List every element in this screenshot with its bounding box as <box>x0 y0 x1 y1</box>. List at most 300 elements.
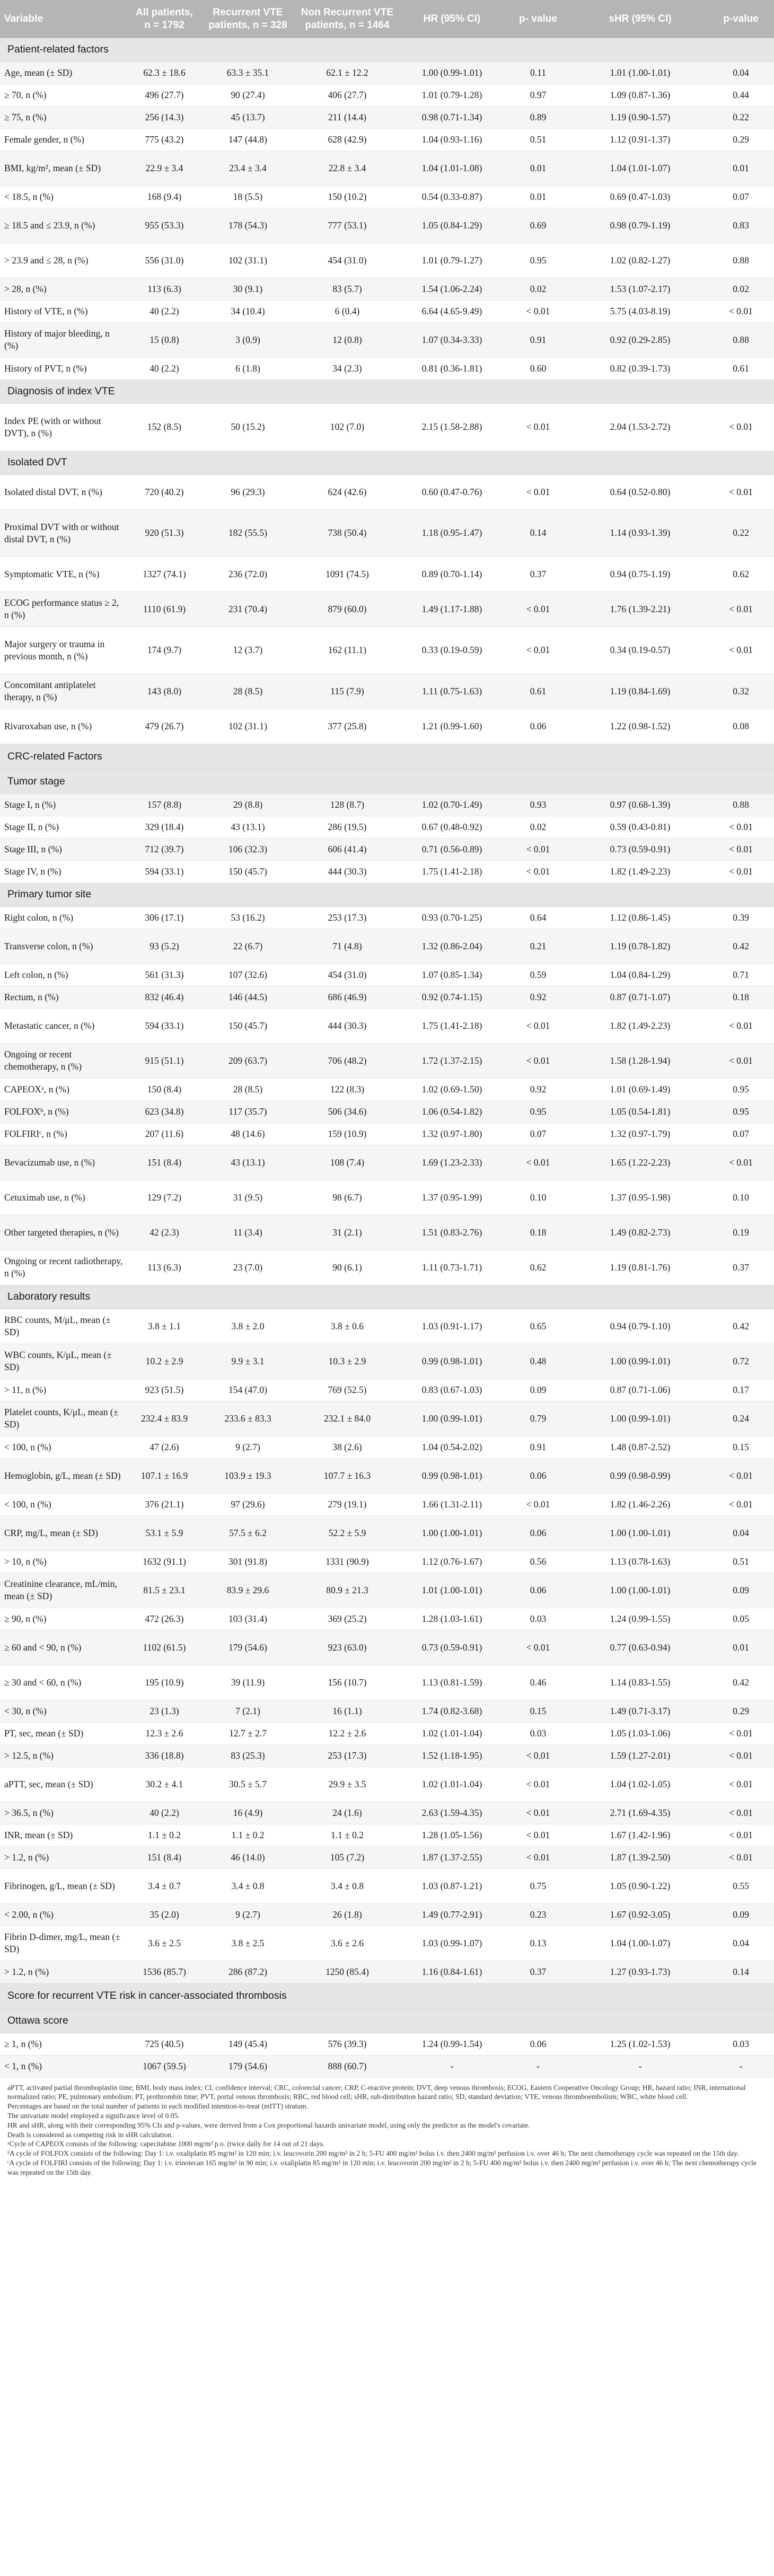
cell-recurrent-vte: 1.1 ± 0.2 <box>201 1824 294 1846</box>
cell-non-recurrent-vte: 879 (60.0) <box>294 592 400 627</box>
cell-p-value-2: 0.22 <box>708 106 774 128</box>
cell-hr: 1.03 (0.91-1.17) <box>400 1309 504 1344</box>
cell-hr: - <box>400 2055 504 2077</box>
cell-p-value: 0.97 <box>504 84 573 106</box>
table-row <box>0 1078 774 1100</box>
cell-recurrent-vte: 182 (55.5) <box>201 509 294 557</box>
cell-hr: 1.16 (0.84-1.61) <box>400 1961 504 1983</box>
table-row <box>0 278 774 300</box>
cell-shr: 1.48 (0.87-2.52) <box>573 1436 708 1458</box>
cell-p-value: < 0.01 <box>504 474 573 509</box>
cell-p-value: 0.62 <box>504 1250 573 1285</box>
cell-variable: CRP, mg/L, mean (± SD) <box>0 1515 127 1550</box>
cell-all-patients: 15 (0.8) <box>127 322 201 357</box>
header-shr: sHR (95% CI) <box>573 0 708 38</box>
cell-recurrent-vte: 12.7 ± 2.7 <box>201 1722 294 1744</box>
cell-non-recurrent-vte: 10.3 ± 2.9 <box>294 1344 400 1379</box>
cell-variable: Fibrin D-dimer, mg/L, mean (± SD) <box>0 1926 127 1961</box>
header-row <box>0 0 774 38</box>
cell-p-value: < 0.01 <box>504 860 573 883</box>
cell-p-value: 0.10 <box>504 1180 573 1215</box>
table-row <box>0 1802 774 1824</box>
cell-hr: 1.87 (1.37-2.55) <box>400 1846 504 1868</box>
cell-all-patients: 594 (33.1) <box>127 1008 201 1043</box>
cell-all-patients: 12.3 ± 2.6 <box>127 1722 201 1744</box>
cell-variable: Symptomatic VTE, n (%) <box>0 557 127 592</box>
cell-shr: 0.77 (0.63-0.94) <box>573 1630 708 1665</box>
cell-all-patients: 40 (2.2) <box>127 300 201 322</box>
cell-non-recurrent-vte: 279 (19.1) <box>294 1493 400 1515</box>
cell-recurrent-vte: 3 (0.9) <box>201 322 294 357</box>
cell-all-patients: 62.3 ± 18.6 <box>127 61 201 84</box>
cell-all-patients: 479 (26.7) <box>127 709 201 744</box>
cell-shr: - <box>573 2055 708 2077</box>
cell-non-recurrent-vte: 706 (48.2) <box>294 1043 400 1078</box>
footnote: Percentages are based on the total number of patients in each modified intention-to-treat (mITT) stratum. <box>7 2102 309 2111</box>
cell-p-value: 0.01 <box>504 151 573 186</box>
cell-all-patients: 623 (34.8) <box>127 1100 201 1123</box>
cell-p-value: < 0.01 <box>504 1846 573 1868</box>
cell-hr: 1.32 (0.97-1.80) <box>400 1123 504 1145</box>
table-row <box>0 1961 774 1983</box>
cell-variable: Ongoing or recent radiotherapy, n (%) <box>0 1250 127 1285</box>
cell-p-value-2: < 0.01 <box>708 1493 774 1515</box>
cell-recurrent-vte: 30.5 ± 5.7 <box>201 1767 294 1802</box>
cell-shr: 0.94 (0.75-1.19) <box>573 557 708 592</box>
cell-all-patients: 1.1 ± 0.2 <box>127 1824 201 1846</box>
cell-p-value: 0.64 <box>504 906 573 929</box>
cell-non-recurrent-vte: 253 (17.3) <box>294 1744 400 1767</box>
cell-non-recurrent-vte: 444 (30.3) <box>294 860 400 883</box>
cell-recurrent-vte: 231 (70.4) <box>201 592 294 627</box>
cell-variable: ≥ 18.5 and ≤ 23.9, n (%) <box>0 208 127 243</box>
cell-non-recurrent-vte: 211 (14.4) <box>294 106 400 128</box>
cell-all-patients: 152 (8.5) <box>127 403 201 451</box>
cell-all-patients: 955 (53.3) <box>127 208 201 243</box>
cell-recurrent-vte: 3.4 ± 0.8 <box>201 1868 294 1903</box>
cell-variable: FOLFOXᵇ, n (%) <box>0 1100 127 1123</box>
cell-non-recurrent-vte: 12.2 ± 2.6 <box>294 1722 400 1744</box>
cell-recurrent-vte: 146 (44.5) <box>201 986 294 1008</box>
cell-recurrent-vte: 23 (7.0) <box>201 1250 294 1285</box>
cell-p-value: 0.06 <box>504 1458 573 1493</box>
cell-p-value-2: < 0.01 <box>708 300 774 322</box>
cell-p-value: 0.06 <box>504 2033 573 2055</box>
cell-p-value: 0.13 <box>504 1926 573 1961</box>
cell-shr: 1.82 (1.49-2.23) <box>573 1008 708 1043</box>
section-header-row <box>0 1285 774 1309</box>
table-row <box>0 1608 774 1630</box>
cell-hr: 1.02 (0.69-1.50) <box>400 1078 504 1100</box>
footnote: ᵇA cycle of FOLFOX consists of the following: Day 1: i.v. oxaliplatin 85 mg/m² in 120 min; i.v. leucovorin 200 mg/m² in 2 h; 5-FU 400 mg/m² bolus i.v. then 2400 mg/m² perfusion i.v. over 46 h; The next chemotherapy cycle was repeated on the 15th day. <box>7 2149 739 2158</box>
cell-shr: 1.05 (0.54-1.81) <box>573 1100 708 1123</box>
table-row <box>0 1043 774 1078</box>
cell-p-value: 0.95 <box>504 243 573 278</box>
cell-variable: Fibrinogen, g/L, mean (± SD) <box>0 1868 127 1903</box>
cell-variable: aPTT, sec, mean (± SD) <box>0 1767 127 1802</box>
table-row <box>0 1344 774 1379</box>
cell-shr: 1.19 (0.90-1.57) <box>573 106 708 128</box>
cell-p-value: < 0.01 <box>504 838 573 860</box>
cell-shr: 1.58 (1.28-1.94) <box>573 1043 708 1078</box>
cell-variable: History of major bleeding, n (%) <box>0 322 127 357</box>
cell-hr: 0.83 (0.67-1.03) <box>400 1379 504 1401</box>
cell-variable: ≥ 90, n (%) <box>0 1608 127 1630</box>
footnote: The univariate model employed a significance level of 0.05. <box>7 2111 180 2120</box>
cell-non-recurrent-vte: 105 (7.2) <box>294 1846 400 1868</box>
cell-variable: < 100, n (%) <box>0 1493 127 1515</box>
cell-p-value-2: 0.01 <box>708 1630 774 1665</box>
cell-hr: 1.03 (0.99-1.07) <box>400 1926 504 1961</box>
cell-p-value-2: 0.07 <box>708 1123 774 1145</box>
cell-shr: 1.27 (0.93-1.73) <box>573 1961 708 1983</box>
cell-recurrent-vte: 102 (31.1) <box>201 243 294 278</box>
cell-recurrent-vte: 236 (72.0) <box>201 557 294 592</box>
cell-shr: 0.94 (0.79-1.10) <box>573 1309 708 1344</box>
cell-non-recurrent-vte: 122 (8.3) <box>294 1078 400 1100</box>
table-row <box>0 1180 774 1215</box>
table-row <box>0 1458 774 1493</box>
cell-shr: 1.13 (0.78-1.63) <box>573 1550 708 1573</box>
cell-hr: 1.75 (1.41-2.18) <box>400 1008 504 1043</box>
cell-shr: 0.98 (0.79-1.19) <box>573 208 708 243</box>
cell-shr: 1.00 (0.99-1.01) <box>573 1401 708 1436</box>
table-row <box>0 151 774 186</box>
cell-recurrent-vte: 178 (54.3) <box>201 208 294 243</box>
cell-p-value-2: 0.83 <box>708 208 774 243</box>
header-p-value: p- value <box>504 0 573 38</box>
cell-all-patients: 207 (11.6) <box>127 1123 201 1145</box>
cell-hr: 1.00 (1.00-1.01) <box>400 1515 504 1550</box>
cell-shr: 1.37 (0.95-1.98) <box>573 1180 708 1215</box>
cell-shr: 1.49 (0.71-3.17) <box>573 1700 708 1722</box>
cell-p-value-2: 0.72 <box>708 1344 774 1379</box>
cell-all-patients: 329 (18.4) <box>127 816 201 838</box>
cell-all-patients: 923 (51.5) <box>127 1379 201 1401</box>
cell-variable: > 28, n (%) <box>0 278 127 300</box>
cell-all-patients: 168 (9.4) <box>127 186 201 208</box>
cell-non-recurrent-vte: 286 (19.5) <box>294 816 400 838</box>
cell-p-value: 0.11 <box>504 61 573 84</box>
cell-p-value: 0.59 <box>504 964 573 986</box>
footnote: Death is considered as competing risk in sHR calculation. <box>7 2130 173 2139</box>
cell-all-patients: 150 (8.4) <box>127 1078 201 1100</box>
cell-variable: ECOG performance status ≥ 2, n (%) <box>0 592 127 627</box>
cell-variable: Isolated distal DVT, n (%) <box>0 474 127 509</box>
table-row <box>0 1767 774 1802</box>
cell-all-patients: 40 (2.2) <box>127 357 201 380</box>
cell-p-value-2: 0.05 <box>708 1608 774 1630</box>
cell-p-value-2: < 0.01 <box>708 838 774 860</box>
cell-variable: History of VTE, n (%) <box>0 300 127 322</box>
cell-shr: 0.64 (0.52-0.80) <box>573 474 708 509</box>
cell-shr: 1.05 (1.03-1.06) <box>573 1722 708 1744</box>
table-row <box>0 838 774 860</box>
cell-non-recurrent-vte: 16 (1.1) <box>294 1700 400 1722</box>
cell-variable: CAPEOXᵃ, n (%) <box>0 1078 127 1100</box>
cell-variable: ≥ 30 and < 60, n (%) <box>0 1665 127 1700</box>
cell-p-value: 0.91 <box>504 1436 573 1458</box>
cell-hr: 1.01 (1.00-1.01) <box>400 1573 504 1608</box>
table-row <box>0 403 774 451</box>
cell-non-recurrent-vte: 26 (1.8) <box>294 1903 400 1926</box>
cell-recurrent-vte: 150 (45.7) <box>201 1008 294 1043</box>
cell-p-value-2: 0.88 <box>708 322 774 357</box>
table-row <box>0 1926 774 1961</box>
table-body <box>0 38 774 2078</box>
cell-non-recurrent-vte: 108 (7.4) <box>294 1145 400 1180</box>
cell-recurrent-vte: 83 (25.3) <box>201 1744 294 1767</box>
cell-p-value-2: 0.07 <box>708 186 774 208</box>
cell-non-recurrent-vte: 24 (1.6) <box>294 1802 400 1824</box>
cell-non-recurrent-vte: 923 (63.0) <box>294 1630 400 1665</box>
cell-non-recurrent-vte: 29.9 ± 3.5 <box>294 1767 400 1802</box>
cell-hr: 1.02 (0.70-1.49) <box>400 793 504 816</box>
cell-non-recurrent-vte: 156 (10.7) <box>294 1665 400 1700</box>
cell-p-value: < 0.01 <box>504 1802 573 1824</box>
table-row <box>0 1630 774 1665</box>
cell-p-value: 0.69 <box>504 208 573 243</box>
cell-shr: 0.97 (0.68-1.39) <box>573 793 708 816</box>
cell-p-value-2: < 0.01 <box>708 1722 774 1744</box>
cell-shr: 1.82 (1.49-2.23) <box>573 860 708 883</box>
cell-p-value-2: < 0.01 <box>708 1767 774 1802</box>
cell-p-value-2: 0.55 <box>708 1868 774 1903</box>
cell-recurrent-vte: 103.9 ± 19.3 <box>201 1458 294 1493</box>
cell-p-value: 0.23 <box>504 1903 573 1926</box>
footnotes <box>0 2078 774 2184</box>
cell-recurrent-vte: 63.3 ± 35.1 <box>201 61 294 84</box>
table-row <box>0 1309 774 1344</box>
cell-shr: 1.19 (0.84-1.69) <box>573 674 708 709</box>
table-header <box>0 0 774 38</box>
table-row <box>0 557 774 592</box>
cell-p-value-2: 0.88 <box>708 243 774 278</box>
cell-non-recurrent-vte: 71 (4.8) <box>294 929 400 964</box>
table-row <box>0 1700 774 1722</box>
cell-all-patients: 113 (6.3) <box>127 278 201 300</box>
cell-variable: < 2.00, n (%) <box>0 1903 127 1926</box>
table-row <box>0 2055 774 2077</box>
table-row <box>0 1145 774 1180</box>
cell-variable: < 30, n (%) <box>0 1700 127 1722</box>
table-row <box>0 1493 774 1515</box>
cell-hr: 1.49 (1.17-1.88) <box>400 592 504 627</box>
cell-non-recurrent-vte: 102 (7.0) <box>294 403 400 451</box>
cell-variable: > 36.5, n (%) <box>0 1802 127 1824</box>
cell-p-value: 0.56 <box>504 1550 573 1573</box>
cell-recurrent-vte: 179 (54.6) <box>201 2055 294 2077</box>
cell-hr: 1.72 (1.37-2.15) <box>400 1043 504 1078</box>
cell-variable: Platelet counts, K/μL, mean (± SD) <box>0 1401 127 1436</box>
cell-recurrent-vte: 102 (31.1) <box>201 709 294 744</box>
cell-hr: 1.18 (0.95-1.47) <box>400 509 504 557</box>
cell-hr: 1.52 (1.18-1.95) <box>400 1744 504 1767</box>
table-row <box>0 1744 774 1767</box>
cell-hr: 0.89 (0.70-1.14) <box>400 557 504 592</box>
table-row <box>0 1824 774 1846</box>
cell-shr: 1.22 (0.98-1.52) <box>573 709 708 744</box>
section-header-row <box>0 883 774 906</box>
cell-hr: 1.02 (1.01-1.04) <box>400 1722 504 1744</box>
cell-hr: 1.11 (0.73-1.71) <box>400 1250 504 1285</box>
cell-all-patients: 3.8 ± 1.1 <box>127 1309 201 1344</box>
cell-variable: Ongoing or recent chemotherapy, n (%) <box>0 1043 127 1078</box>
cell-shr: 0.87 (0.71-1.07) <box>573 986 708 1008</box>
cell-hr: 0.60 (0.47-0.76) <box>400 474 504 509</box>
cell-variable: Female gender, n (%) <box>0 128 127 151</box>
table-row <box>0 793 774 816</box>
cell-shr: 0.82 (0.39-1.73) <box>573 357 708 380</box>
cell-variable: > 10, n (%) <box>0 1550 127 1573</box>
cell-hr: 1.66 (1.31-2.11) <box>400 1493 504 1515</box>
cell-variable: Left colon, n (%) <box>0 964 127 986</box>
cell-all-patients: 725 (40.5) <box>127 2033 201 2055</box>
cell-recurrent-vte: 23.4 ± 3.4 <box>201 151 294 186</box>
cell-hr: 1.54 (1.06-2.24) <box>400 278 504 300</box>
cell-non-recurrent-vte: 369 (25.2) <box>294 1608 400 1630</box>
table-row <box>0 474 774 509</box>
cell-hr: 1.28 (1.05-1.56) <box>400 1824 504 1846</box>
cell-non-recurrent-vte: 83 (5.7) <box>294 278 400 300</box>
header-variable: Variable <box>0 0 127 38</box>
cell-shr: 1.82 (1.46-2.26) <box>573 1493 708 1515</box>
cell-shr: 1.87 (1.39-2.50) <box>573 1846 708 1868</box>
cell-all-patients: 472 (26.3) <box>127 1608 201 1630</box>
cell-variable: ≥ 70, n (%) <box>0 84 127 106</box>
cell-non-recurrent-vte: 888 (60.7) <box>294 2055 400 2077</box>
cell-recurrent-vte: 16 (4.9) <box>201 1802 294 1824</box>
cell-hr: 1.24 (0.99-1.54) <box>400 2033 504 2055</box>
cell-p-value-2: 0.09 <box>708 1903 774 1926</box>
cell-recurrent-vte: 28 (8.5) <box>201 1078 294 1100</box>
cell-hr: 1.13 (0.81-1.59) <box>400 1665 504 1700</box>
section-header-row <box>0 380 774 403</box>
cell-all-patients: 556 (31.0) <box>127 243 201 278</box>
cell-all-patients: 920 (51.3) <box>127 509 201 557</box>
cell-p-value-2: 0.61 <box>708 357 774 380</box>
cell-p-value: 0.48 <box>504 1344 573 1379</box>
cell-all-patients: 107.1 ± 16.9 <box>127 1458 201 1493</box>
cell-p-value: < 0.01 <box>504 627 573 674</box>
table-row <box>0 1250 774 1285</box>
cell-hr: 1.06 (0.54-1.82) <box>400 1100 504 1123</box>
cell-recurrent-vte: 50 (15.2) <box>201 403 294 451</box>
cell-hr: 1.75 (1.41-2.18) <box>400 860 504 883</box>
section-title: Ottawa score <box>0 2009 774 2033</box>
cell-p-value: 0.60 <box>504 357 573 380</box>
cell-shr: 0.99 (0.98-0.99) <box>573 1458 708 1493</box>
cell-all-patients: 775 (43.2) <box>127 128 201 151</box>
cell-all-patients: 22.9 ± 3.4 <box>127 151 201 186</box>
cell-non-recurrent-vte: 22.8 ± 3.4 <box>294 151 400 186</box>
cell-p-value-2: 0.51 <box>708 1550 774 1573</box>
cell-p-value-2: 0.42 <box>708 929 774 964</box>
cell-recurrent-vte: 6 (1.8) <box>201 357 294 380</box>
cell-non-recurrent-vte: 34 (2.3) <box>294 357 400 380</box>
cell-non-recurrent-vte: 128 (8.7) <box>294 793 400 816</box>
cell-shr: 1.04 (1.01-1.07) <box>573 151 708 186</box>
cell-hr: 1.74 (0.82-3.68) <box>400 1700 504 1722</box>
cell-all-patients: 3.4 ± 0.7 <box>127 1868 201 1903</box>
cell-non-recurrent-vte: 1250 (85.4) <box>294 1961 400 1983</box>
cell-hr: 0.92 (0.74-1.15) <box>400 986 504 1008</box>
cell-recurrent-vte: 18 (5.5) <box>201 186 294 208</box>
cell-shr: 1.67 (0.92-3.05) <box>573 1903 708 1926</box>
cell-hr: 1.01 (0.79-1.27) <box>400 243 504 278</box>
cell-all-patients: 93 (5.2) <box>127 929 201 964</box>
cell-p-value-2: 0.29 <box>708 128 774 151</box>
cell-variable: Right colon, n (%) <box>0 906 127 929</box>
cell-non-recurrent-vte: 3.8 ± 0.6 <box>294 1309 400 1344</box>
cell-recurrent-vte: 209 (63.7) <box>201 1043 294 1078</box>
cell-non-recurrent-vte: 1091 (74.5) <box>294 557 400 592</box>
cell-non-recurrent-vte: 115 (7.9) <box>294 674 400 709</box>
cell-shr: 1.04 (1.02-1.05) <box>573 1767 708 1802</box>
cell-non-recurrent-vte: 6 (0.4) <box>294 300 400 322</box>
table-row <box>0 1665 774 1700</box>
cell-all-patients: 151 (8.4) <box>127 1846 201 1868</box>
cell-shr: 1.76 (1.39-2.21) <box>573 592 708 627</box>
cell-all-patients: 1632 (91.1) <box>127 1550 201 1573</box>
cell-shr: 1.12 (0.91-1.37) <box>573 128 708 151</box>
cell-shr: 1.67 (1.42-1.96) <box>573 1824 708 1846</box>
cell-recurrent-vte: 43 (13.1) <box>201 816 294 838</box>
cell-shr: 1.14 (0.93-1.39) <box>573 509 708 557</box>
cell-recurrent-vte: 83.9 ± 29.6 <box>201 1573 294 1608</box>
cell-p-value-2: 0.18 <box>708 986 774 1008</box>
cell-p-value-2: 0.10 <box>708 1180 774 1215</box>
cell-variable: INR, mean (± SD) <box>0 1824 127 1846</box>
table-row <box>0 964 774 986</box>
cell-recurrent-vte: 28 (8.5) <box>201 674 294 709</box>
cell-p-value: 0.92 <box>504 1078 573 1100</box>
cell-hr: 1.04 (0.93-1.16) <box>400 128 504 151</box>
cell-p-value: - <box>504 2055 573 2077</box>
cell-hr: 1.21 (0.99-1.60) <box>400 709 504 744</box>
cell-p-value-2: < 0.01 <box>708 627 774 674</box>
cell-p-value-2: 0.32 <box>708 674 774 709</box>
cell-p-value: 0.51 <box>504 128 573 151</box>
cell-all-patients: 1110 (61.9) <box>127 592 201 627</box>
cell-variable: Index PE (with or without DVT), n (%) <box>0 403 127 451</box>
cell-variable: Transverse colon, n (%) <box>0 929 127 964</box>
footnote: aPTT, activated partial thromboplastin time; BMI, body mass index; CI, confidence interval; CRC, colorectal cancer; CRP, C-reactive protein; DVT, deep venous thrombosis; ECOG, Eastern Cooperative Oncology Group; HR, hazard ratio; INR, international normalized ratio; PE, pulmonary embolism; PT, prothrombin time; PVT, portal venous thrombosis; RBC, red blood cell; sHR, sub-distribution hazard ratio; SD, standard deviation; VTE, venous thromboembolism; WBC, white blood cell. <box>7 2083 746 2101</box>
cell-variable: ≥ 60 and < 90, n (%) <box>0 1630 127 1665</box>
header-recurrent-vte: Recurrent VTE patients, n = 328 <box>201 0 294 38</box>
cell-p-value-2: 0.08 <box>708 709 774 744</box>
cell-p-value-2: 0.88 <box>708 793 774 816</box>
cell-hr: 1.00 (0.99-1.01) <box>400 1401 504 1436</box>
cell-p-value-2: 0.71 <box>708 964 774 986</box>
cell-recurrent-vte: 48 (14.6) <box>201 1123 294 1145</box>
cell-hr: 0.73 (0.59-0.91) <box>400 1630 504 1665</box>
cell-variable: BMI, kg/m², mean (± SD) <box>0 151 127 186</box>
table-row <box>0 1573 774 1608</box>
cell-hr: 0.67 (0.48-0.92) <box>400 816 504 838</box>
cell-recurrent-vte: 45 (13.7) <box>201 106 294 128</box>
cell-p-value-2: < 0.01 <box>708 1008 774 1043</box>
cell-all-patients: 336 (18.8) <box>127 1744 201 1767</box>
cell-shr: 1.19 (0.81-1.76) <box>573 1250 708 1285</box>
cell-variable: Stage IV, n (%) <box>0 860 127 883</box>
cell-all-patients: 832 (46.4) <box>127 986 201 1008</box>
cell-shr: 1.05 (0.90-1.22) <box>573 1868 708 1903</box>
table-row <box>0 1379 774 1401</box>
cell-p-value-2: < 0.01 <box>708 1145 774 1180</box>
cell-p-value-2: 0.09 <box>708 1573 774 1608</box>
cell-p-value-2: 0.02 <box>708 278 774 300</box>
